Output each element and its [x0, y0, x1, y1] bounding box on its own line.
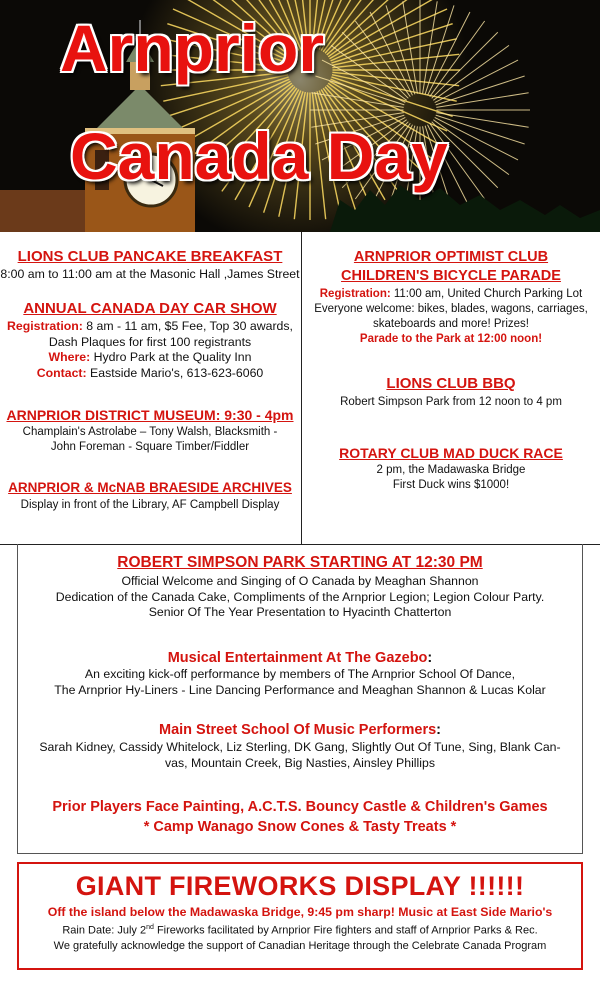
pancake-line: 8:00 am to 11:00 am at the Masonic Hall ,James Street — [0, 267, 300, 281]
duck-line1: 2 pm, the Madawaska Bridge — [376, 464, 526, 476]
parade-reg-text: 11:00 am, United Church Parking Lot — [390, 288, 583, 300]
duck-line2: First Duck wins $1000! — [392, 479, 510, 491]
right-events-panel — [302, 232, 600, 545]
museum-line1: Champlain's Astrolabe – Tony Walsh, Blacksmith - — [22, 426, 278, 438]
archives-title: ARNPRIOR & McNAB BRAESIDE ARCHIVES — [8, 480, 292, 495]
park-line2: Dedication of the Canada Cake, Compliments of the Arnprior Legion; Legion Colour Party. — [55, 589, 545, 604]
gazebo-line2: The Arnprior Hy-Liners - Line Dancing Performance and Meaghan Shannon & Lucas Kolar — [54, 682, 546, 697]
music-line1: Sarah Kidney, Cassidy Whitelock, Liz Sterling, DK Gang, Slightly Out Of Tune, Sing, Blank Can- — [39, 740, 561, 754]
park-schedule-panel — [17, 544, 583, 854]
parade-reg-label: Registration: — [319, 288, 391, 300]
museum-line2: John Foreman - Square Timber/Fiddler — [50, 441, 250, 453]
fireworks-panel — [17, 862, 583, 970]
carshow-reg-text: 8 am - 11 am, $5 Fee, Top 30 awards, — [82, 319, 293, 333]
fireworks-title: GIANT FIREWORKS DISPLAY !!!!!! — [75, 871, 525, 901]
carshow-title: ANNUAL CANADA DAY CAR SHOW — [23, 300, 277, 317]
hero-banner — [0, 0, 600, 232]
gazebo-colon: : — [427, 650, 433, 666]
carshow-line2: Dash Plaques for first 100 registrants — [48, 334, 252, 349]
bbq-title: LIONS CLUB BBQ — [386, 375, 516, 392]
rain-date-b: Fireworks facilitated by Arnprior Fire fighters and staff of Arnprior Parks & Rec. — [153, 924, 538, 937]
carshow-contact-label: Contact: — [36, 365, 87, 380]
left-events-panel — [0, 232, 302, 545]
gazebo-title: Musical Entertainment At The Gazebo — [167, 650, 428, 666]
duck-title: ROTARY CLUB MAD DUCK RACE — [339, 445, 563, 461]
carshow-where-text: Hydro Park at the Quality Inn — [90, 350, 252, 364]
music-title: Main Street School Of Music Performers — [158, 722, 437, 738]
rain-date-a: Rain Date: July 2 — [62, 924, 147, 937]
fireworks-line1: Off the island below the Madawaska Bridge, 9:45 pm sharp! Music at East Side Mario's — [47, 905, 553, 919]
park-line1: Official Welcome and Singing of O Canada by Meaghan Shannon — [121, 574, 479, 588]
parade-title1: ARNPRIOR OPTIMIST CLUB — [353, 249, 549, 265]
parade-line2: Everyone welcome: bikes, blades, wagons, carriages, — [314, 303, 588, 315]
music-line2: vas, Mountain Creek, Big Nasties, Ainsley Phillips — [165, 755, 435, 770]
parade-title2: CHILDREN'S BICYCLE PARADE — [341, 268, 561, 284]
carshow-where-label: Where: — [48, 350, 91, 364]
gazebo-line1: An exciting kick-off performance by members of The Arnprior School Of Dance, — [84, 667, 516, 681]
carshow-contact-text: Eastside Mario's, 613-623-6060 — [86, 365, 264, 380]
games-line2: * Camp Wanago Snow Cones & Tasty Treats * — [143, 819, 457, 835]
archives-line: Display in front of the Library, AF Campbell Display — [20, 499, 280, 511]
museum-title: ARNPRIOR DISTRICT MUSEUM: 9:30 - 4pm — [6, 407, 294, 423]
fireworks-line3: We gratefully acknowledge the support of Canadian Heritage through the Celebrate Canada Program — [53, 939, 547, 952]
park-line3: Senior Of The Year Presentation to Hyacinth Chatterton — [148, 605, 452, 619]
hero-title-line2: Canada Day — [70, 119, 448, 193]
parade-line3: skateboards and more! Prizes! — [373, 318, 529, 330]
pancake-title: LIONS CLUB PANCAKE BREAKFAST — [17, 248, 283, 265]
rain-date-sup: nd — [146, 924, 154, 931]
bbq-line: Robert Simpson Park from 12 noon to 4 pm — [340, 396, 562, 408]
music-colon: : — [436, 722, 442, 738]
games-line1: Prior Players Face Painting, A.C.T.S. Bouncy Castle & Children's Games — [52, 799, 548, 815]
carshow-reg-label: Registration: — [7, 319, 83, 333]
hero-title-line1: Arnprior — [60, 11, 324, 85]
park-title: ROBERT SIMPSON PARK STARTING AT 12:30 PM — [117, 554, 483, 571]
parade-line4: Parade to the Park at 12:00 noon! — [359, 333, 543, 345]
